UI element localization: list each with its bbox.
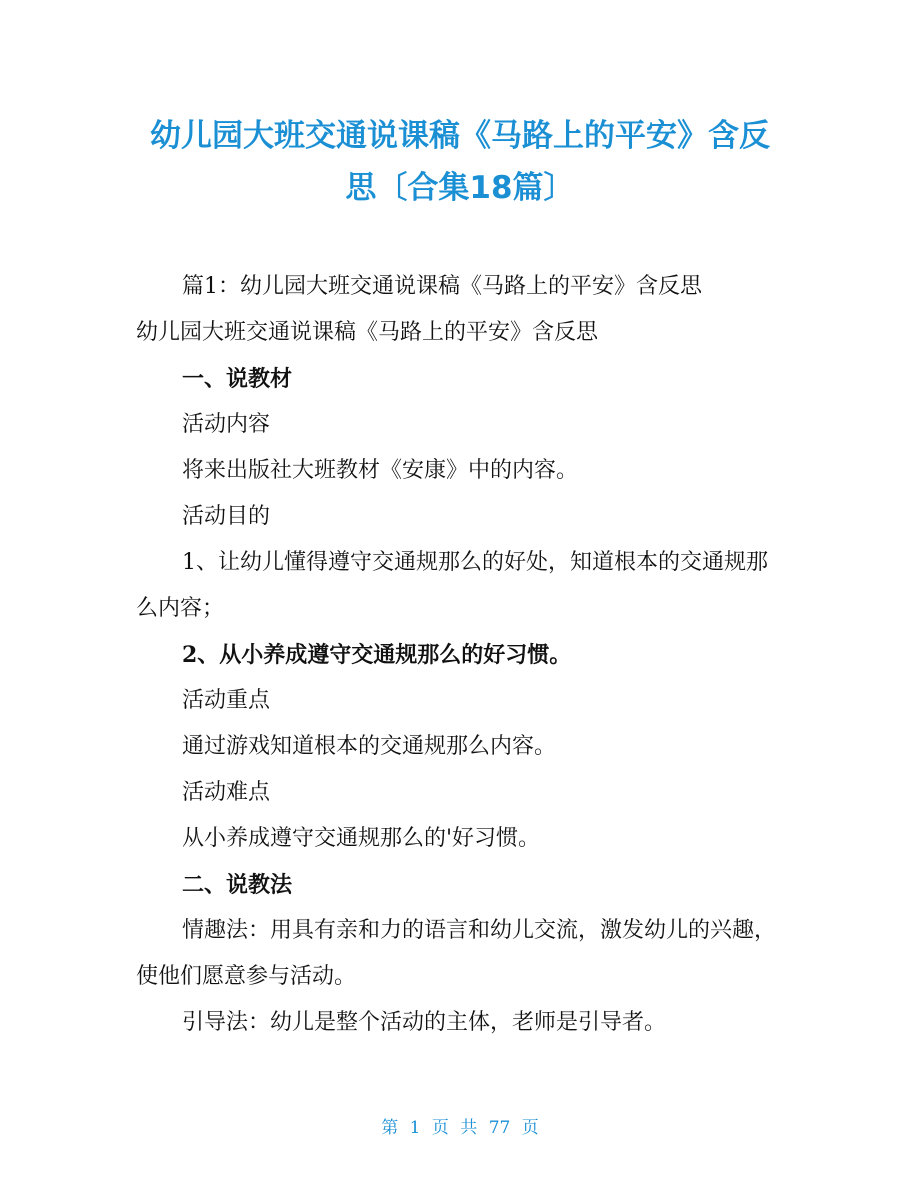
paragraph-activity-content: 将来出版社大班教材《安康》中的内容。 xyxy=(182,458,579,483)
paragraph-subtitle: 幼儿园大班交通说课稿《马路上的平安》含反思 xyxy=(136,320,599,345)
paragraph-guidance-method: 引导法：幼儿是整个活动的主体，老师是引导者。 xyxy=(182,1010,667,1035)
paragraph-interest-method: 情趣法：用具有亲和力的语言和幼儿交流，激发幼儿的兴趣，使他们愿意参与活动。 xyxy=(136,918,777,989)
paragraph-key-point-label: 活动重点 xyxy=(182,688,271,713)
paragraph-goal-2: 2、从小养成遵守交通规那么的好习惯。 xyxy=(182,642,572,668)
section-heading-materials: 一、说教材 xyxy=(182,366,293,392)
paragraph-activity-goal-label: 活动目的 xyxy=(182,504,271,529)
paragraph-activity-content-label: 活动内容 xyxy=(182,412,271,437)
page-footer: 第 1 页 共 77 页 xyxy=(381,1118,539,1138)
paragraph-chapter-heading: 篇1：幼儿园大班交通说课稿《马路上的平安》含反思 xyxy=(182,274,702,299)
paragraph-difficulty-label: 活动难点 xyxy=(182,780,271,805)
document-title-line-1: 幼儿园大班交通说课稿《马路上的平安》含反 xyxy=(150,118,770,154)
section-heading-methods: 二、说教法 xyxy=(182,872,293,898)
paragraph-goal-1: 1、让幼儿懂得遵守交通规那么的好处，知道根本的交通规那么内容； xyxy=(136,550,768,621)
document-title-line-2: 思〔合集18篇〕 xyxy=(345,170,575,206)
document-title xyxy=(120,110,800,214)
paragraph-difficulty: 从小养成遵守交通规那么的'好习惯。 xyxy=(182,826,541,851)
paragraph-key-point: 通过游戏知道根本的交通规那么内容。 xyxy=(182,734,557,759)
document-body xyxy=(136,264,786,1046)
